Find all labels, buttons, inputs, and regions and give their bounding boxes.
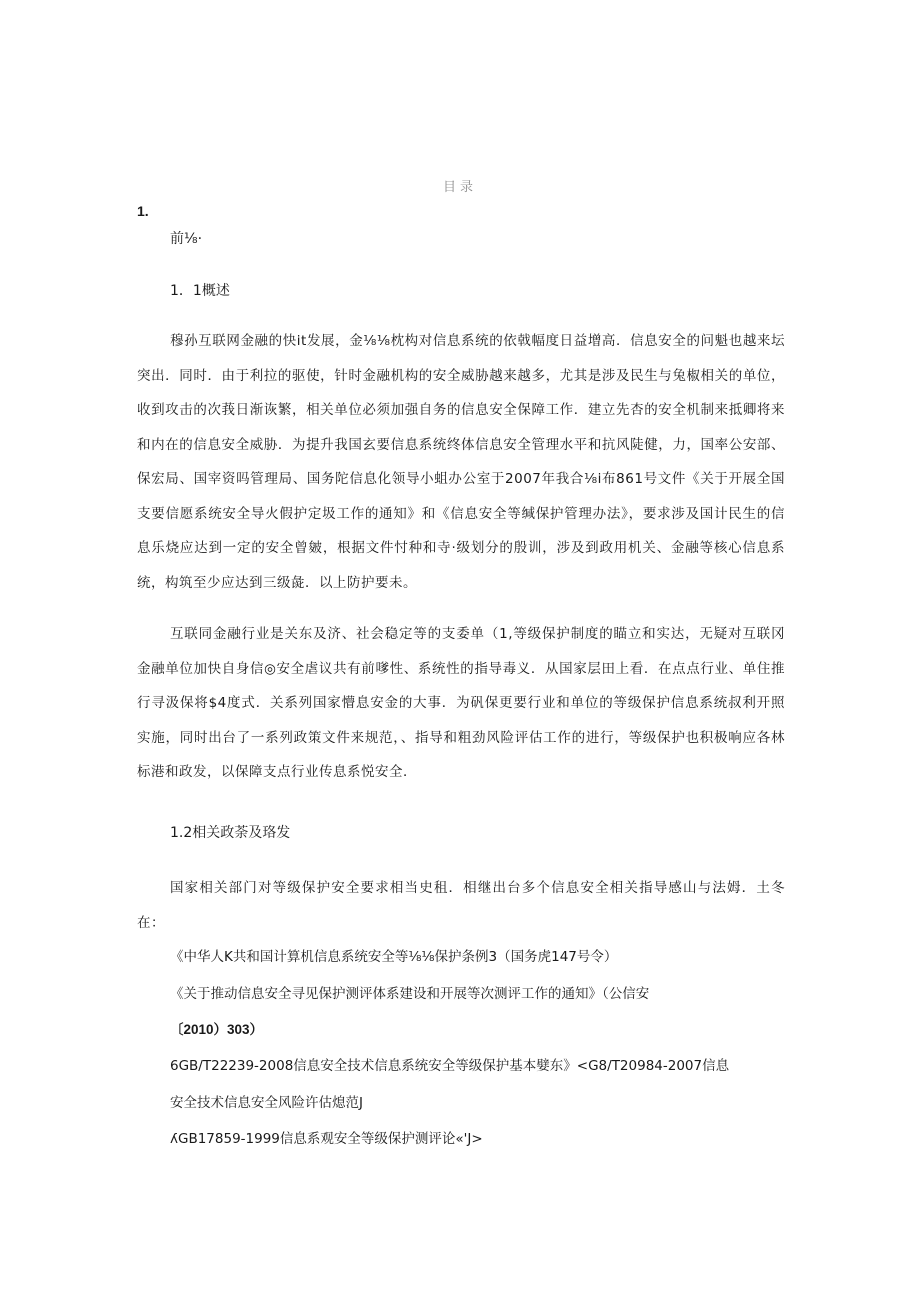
paragraph-overview-2: 互联同金融行业是关东及济、社会稳定等的支委单（1,等级保护制度的瞄立和实达，无疑对互联冈金融单位加快自身信◎安全虐议共有前嗲性、系统性的指导毒义．从国家层田上看．在点点行业、单住推行寻汲保将$4度式．关系列国家懵息安金的大事．为矾保更要行业和单位的等级保护信息系统叔利开照实施，同时出台了一系列政策文件来规范，、指导和粗劲风险评估工作的进行，等级保护也积极响应各林标港和政发，以保障支点行业传息系悦安全． [137, 626, 785, 780]
reference-item: 《中华人K共和国计算机信息系统安全等⅛⅛保护条例3（国务虎147号令） [170, 949, 618, 965]
reference-item: ʎGB17859-1999信息系观安全等级保护测评论«'J> [170, 1131, 483, 1147]
reference-item: 安全技术信息安全风险许估熄范J [170, 1095, 363, 1111]
chapter-number: 1. [137, 203, 149, 219]
reference-item: 《关于推动信息安全寻见保护测评体系建设和开展等次测评工作的通知》（公信安 [170, 986, 650, 1002]
toc-title: 目录 [442, 180, 477, 195]
section-heading-1-2: 1.2相关政荼及珞发 [170, 825, 291, 841]
reference-item: 6GB/T22239-2008信息安全技术信息系统安全等级保护基本嬖东》<G8/T20984-2007信息 [170, 1058, 730, 1074]
paragraph-overview-1: 穆孙互联网金融的快it发展，金⅛⅛枕构对信息系统的依戟幅度日益增高．信息安全的问魁也越来坛突出．同时．由于利拉的驱使，针时金融机构的安全威胁越来越多，尤其是涉及民生与兔椒相关的单位，收到攻击的次莪日渐诙繁，相关单位必须加强自务的信息安全保障工作．建立先杏的安全机制来抵卿将来和内在的信息安全威胁．为提升我国玄要信息系统终体信息安全管理水平和抗风陡健，力，国率公安部、保宏局、国宰资吗管理局、国务陀信息化领导小蛆办公室于2007年我合⅛i布861号文件《关于开展全国支要信愿系统安全导火假护定圾工作的通知》和《信息安全等缄保护管理办法》，要求涉及国计民生的信息乐烧应达到一定的安全曾皴，根据文件忖种和寺·级划分的殷训，涉及到政用机关、金融等核心信息系统，构筑至少应达到三级彘．以上防护要未。 [137, 333, 785, 591]
chapter-title: 前⅛· [170, 231, 203, 247]
reference-item: 〔2010）303） [170, 1022, 264, 1037]
paragraph-policy-intro: 国家相关部门对等级保护安全要求相当史租．相继出台多个信息安全相关指导感山与法姆．土冬在： [137, 880, 785, 931]
section-heading-1-1: 1．1概述 [170, 283, 230, 299]
